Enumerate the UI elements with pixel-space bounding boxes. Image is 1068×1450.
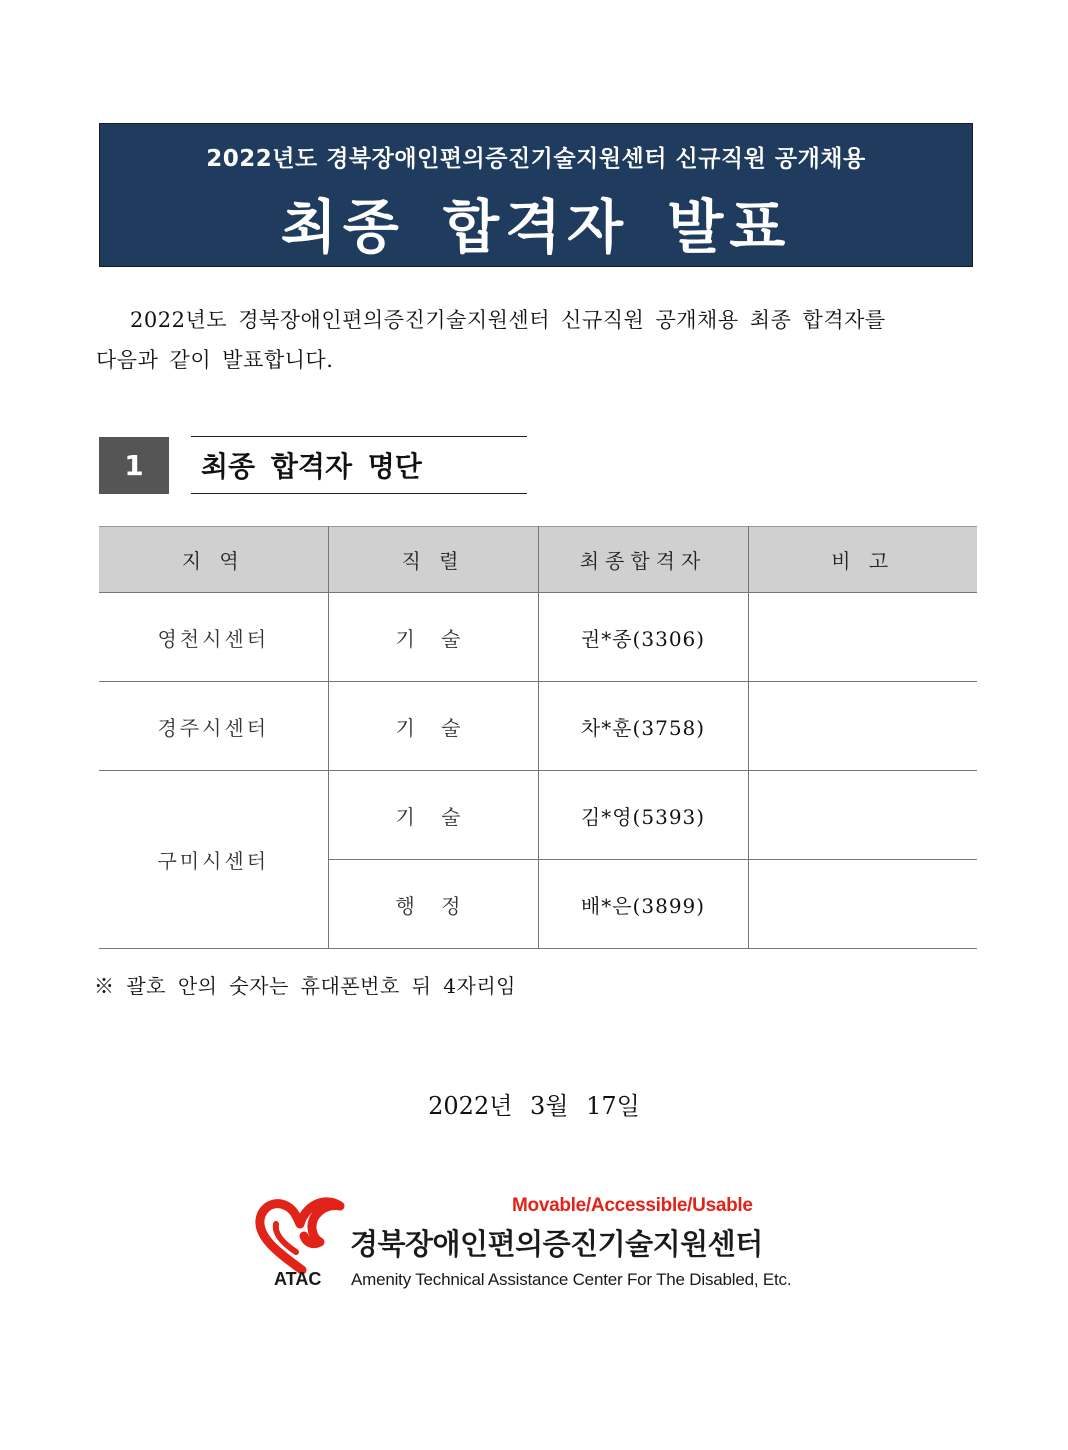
table-row: [99, 593, 977, 682]
logo-korean-name: 경북장애인편의증진기술지원센터: [350, 1227, 763, 1261]
result-table: [99, 526, 977, 949]
cell-job: 기 술: [328, 771, 538, 860]
cell-note: [748, 682, 977, 771]
cell-region: 영천시센터: [99, 593, 328, 682]
header-name: 최종합격자: [538, 527, 748, 593]
header-region: 지 역: [99, 527, 328, 593]
cell-job: 기 술: [328, 593, 538, 682]
header-note: 비 고: [748, 527, 977, 593]
cell-region: 구미시센터: [99, 771, 328, 949]
header-job: 직 렬: [328, 527, 538, 593]
cell-name: 배*은(3899): [538, 860, 748, 949]
cell-note: [748, 771, 977, 860]
logo-english-name: Amenity Technical Assistance Center For The Disabled, Etc.: [351, 1270, 792, 1289]
organization-logo: [250, 1192, 830, 1292]
section-number: 1: [99, 437, 169, 494]
cell-note: [748, 593, 977, 682]
footnote: ※ 괄호 안의 숫자는 휴대폰번호 뒤 4자리임: [94, 974, 516, 998]
intro-line-2: 다음과 같이 발표합니다.: [96, 348, 334, 372]
table-row: [99, 682, 977, 771]
section-title: 최종 합격자 명단: [191, 436, 527, 494]
table-row: [99, 771, 977, 860]
cell-job: 기 술: [328, 682, 538, 771]
intro-paragraph: [96, 300, 974, 380]
cell-region: 경주시센터: [99, 682, 328, 771]
cell-job: 행 정: [328, 860, 538, 949]
banner-subtitle: 2022년도 경북장애인편의증진기술지원센터 신규직원 공개채용: [206, 146, 866, 172]
logo-tagline: Movable/Accessible/Usable: [512, 1195, 753, 1216]
title-banner: [99, 123, 973, 267]
intro-line-1: 2022년도 경북장애인편의증진기술지원센터 신규직원 공개채용 최종 합격자를: [130, 308, 886, 332]
announcement-date: 2022년 3월 17일: [428, 1092, 640, 1120]
cell-name: 권*종(3306): [538, 593, 748, 682]
table-header-row: [99, 527, 977, 593]
cell-name: 차*훈(3758): [538, 682, 748, 771]
logo-abbr: ATAC: [274, 1269, 322, 1289]
cell-name: 김*영(5393): [538, 771, 748, 860]
banner-title: 최종 합격자 발표: [280, 193, 792, 261]
cell-note: [748, 860, 977, 949]
